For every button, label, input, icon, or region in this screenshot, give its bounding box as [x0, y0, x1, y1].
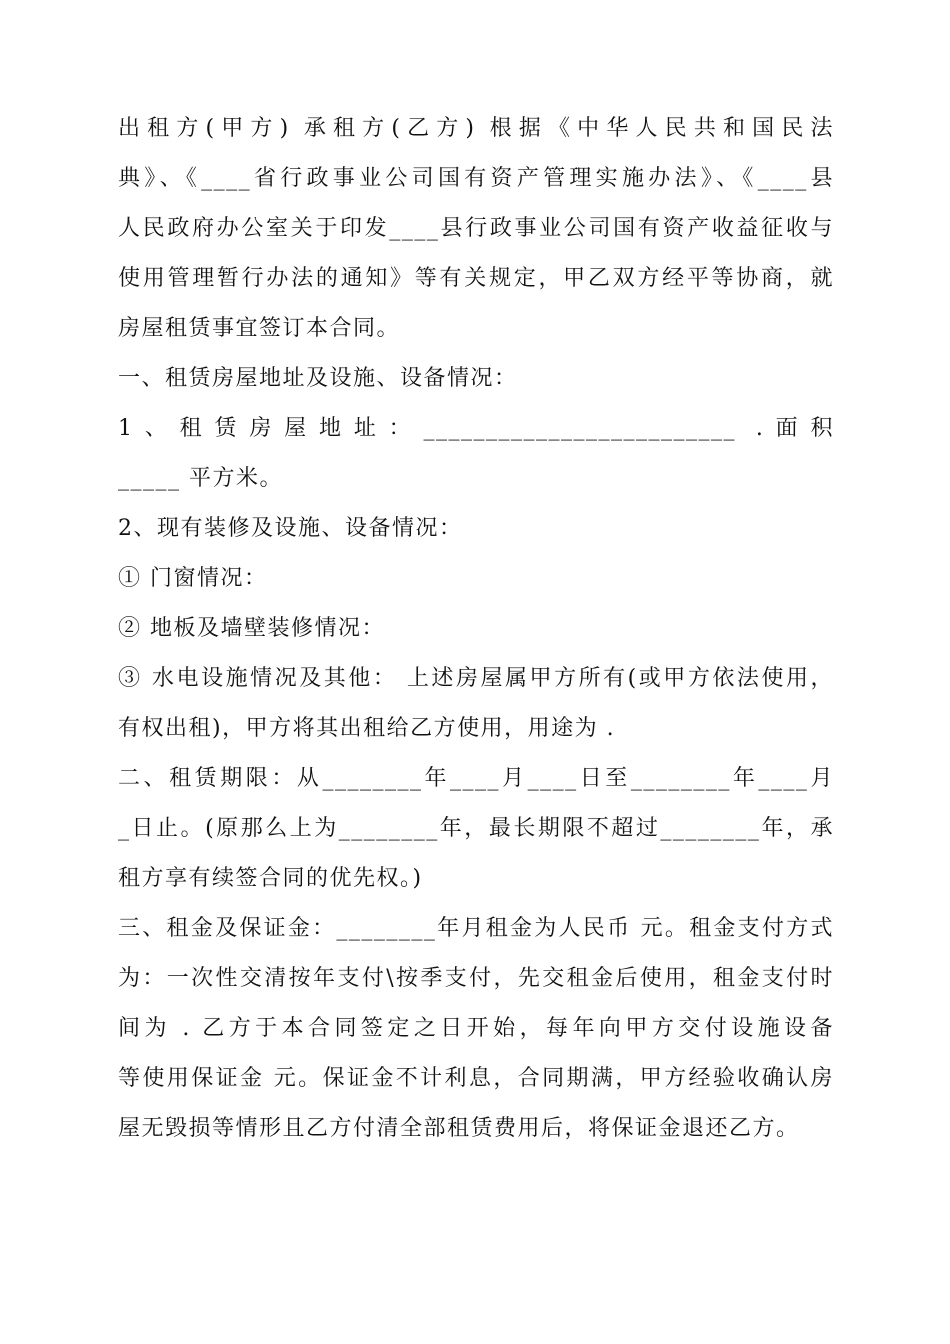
- text-line-1: 出租方(甲方) 承租方(乙方) 根据《中华人民共和国民法: [118, 116, 834, 141]
- text-line-payment: 为：一次性交清按年支付\按季支付，先交租金后使用，租金支付时: [118, 966, 834, 991]
- text-line-4: 使用管理暂行办法的通知》等有关规定，甲乙双方经平等协商，就: [118, 266, 834, 291]
- item-doors-windows: ① 门窗情况：: [118, 566, 268, 591]
- section-heading-2: 二、租赁期限：从________年____月____日至________年____月: [118, 766, 834, 791]
- text-line-usage: 有权出租)，甲方将其出租给乙方使用，用途为 .: [118, 716, 616, 741]
- text-line-term: _日止。(原那么上为________年，最长期限不超过________年，承: [118, 816, 834, 841]
- decoration-heading: 2、现有装修及设施、设备情况：: [118, 516, 463, 541]
- item-utilities: ③ 水电设施情况及其他： 上述房屋属甲方所有(或甲方依法使用，: [118, 666, 834, 691]
- item-floor-walls: ② 地板及墙壁装修情况：: [118, 616, 385, 641]
- text-line-deposit: 间为 . 乙方于本合同签定之日开始，每年向甲方交付设施设备: [118, 1016, 834, 1041]
- address-line: 1、租赁房屋地址：_________________________ .面积: [118, 416, 834, 441]
- area-line: _____ 平方米。: [118, 466, 283, 491]
- contract-page: [118, 104, 834, 1154]
- text-line-3: 人民政府办公室关于印发____县行政事业公司国有资产收益征收与: [118, 216, 834, 241]
- section-heading-1: 一、租赁房屋地址及设施、设备情况：: [118, 366, 518, 391]
- text-line-renewal: 租方享有续签合同的优先权。): [118, 866, 423, 891]
- text-line-2: 典》、《____省行政事业公司国有资产管理实施办法》、《____县: [118, 166, 834, 191]
- section-heading-3: 三、租金及保证金：________年月租金为人民币 元。租金支付方式: [118, 916, 834, 941]
- text-line-deposit-2: 等使用保证金 元。保证金不计利息，合同期满，甲方经验收确认房: [118, 1066, 834, 1091]
- text-line-5: 房屋租赁事宜签订本合同。: [118, 316, 401, 341]
- text-line-deposit-3: 屋无毁损等情形且乙方付清全部租赁费用后，将保证金退还乙方。: [118, 1116, 800, 1141]
